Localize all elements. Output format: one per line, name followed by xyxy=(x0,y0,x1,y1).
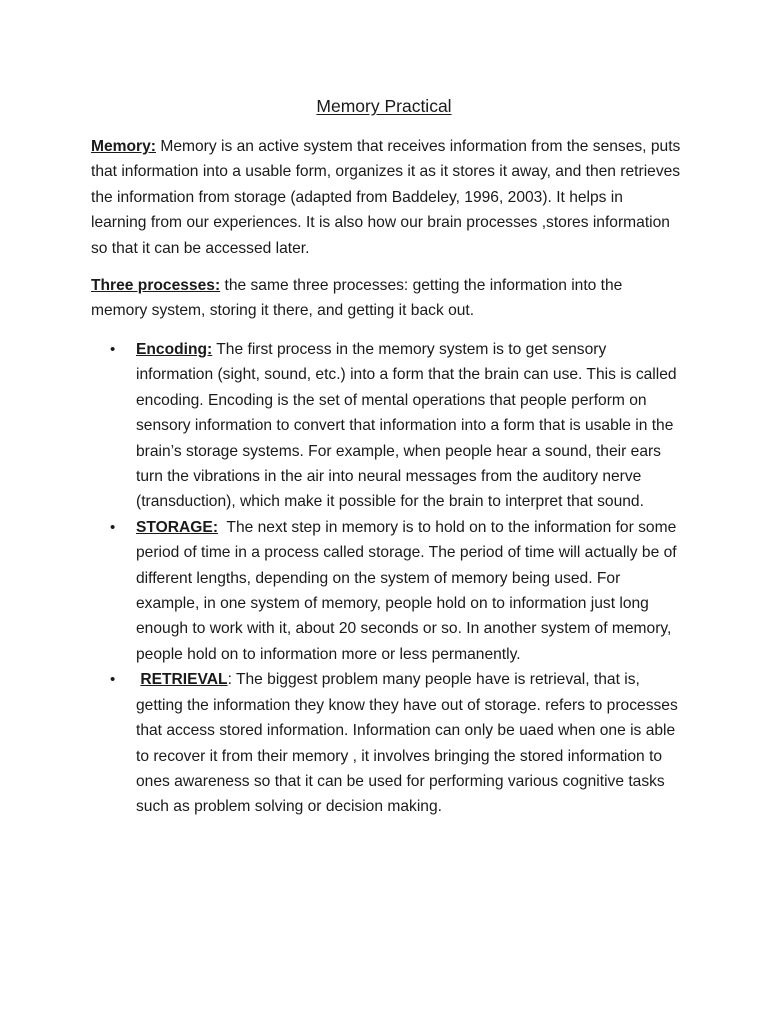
processes-paragraph xyxy=(91,273,681,324)
process-list xyxy=(91,337,691,820)
storage-text: The next step in memory is to hold on to the information for some period of time in a process called storage. The period of time will actually be of different lengths, depending on the system of memory being used. For example, in one system of memory, people hold on to information just long enough to work with it, about 20 seconds or so. In another system of memory, people hold on to information more or less permanently. xyxy=(136,518,681,663)
retrieval-lead: RETRIEVAL xyxy=(140,671,228,689)
storage-lead: STORAGE: xyxy=(136,518,219,536)
memory-text: Memory is an active system that receives information from the senses, puts that information into a usable form, organizes it as it stores it away, and then retrieves the information from storage (adapted from Baddeley, 1996, 2003). It helps in learning from our experiences. It is also how our brain processes ,stores information so that it can be accessed later. xyxy=(91,138,681,257)
list-item-storage xyxy=(91,515,691,667)
processes-lead: Three processes: xyxy=(91,277,221,294)
list-item-body xyxy=(136,337,681,515)
encoding-text: The first process in the memory system is to get sensory information (sight, sound, etc.) into a form that the brain can use. This is called encoding. Encoding is the set of mental operations that people perform on sensory information to convert that information into a form that is usable in the brain’s storage systems. For example, when people hear a sound, their ears turn the vibrations in the air into neural messages from the auditory nerve (transduction), which make it possible for the brain to interpret that sound. xyxy=(136,341,677,511)
memory-lead: Memory: xyxy=(91,138,156,155)
processes-text: the same three processes: getting the information into the memory system, storing it there, and getting it back out. xyxy=(91,277,623,320)
page-title: Memory Practical xyxy=(316,96,452,116)
bullet-icon: • xyxy=(110,341,116,358)
list-item-encoding xyxy=(91,337,691,515)
list-item-body xyxy=(136,515,681,667)
list-item-retrieval xyxy=(91,667,691,819)
retrieval-text: : The biggest problem many people have is retrieval, that is, getting the information they know they have out of storage. refers to processes that access stored information. Information can only be uaed when one is able to recover it from their memory , it involves bringing the stored information to ones awareness so that it can be used for performing various cognitive tasks such as problem solving or decision making. xyxy=(136,671,678,816)
bullet-icon: • xyxy=(110,671,116,689)
bullet-icon: • xyxy=(110,518,116,536)
encoding-lead: Encoding: xyxy=(136,341,213,358)
memory-paragraph xyxy=(91,134,681,261)
list-item-body xyxy=(136,667,681,819)
